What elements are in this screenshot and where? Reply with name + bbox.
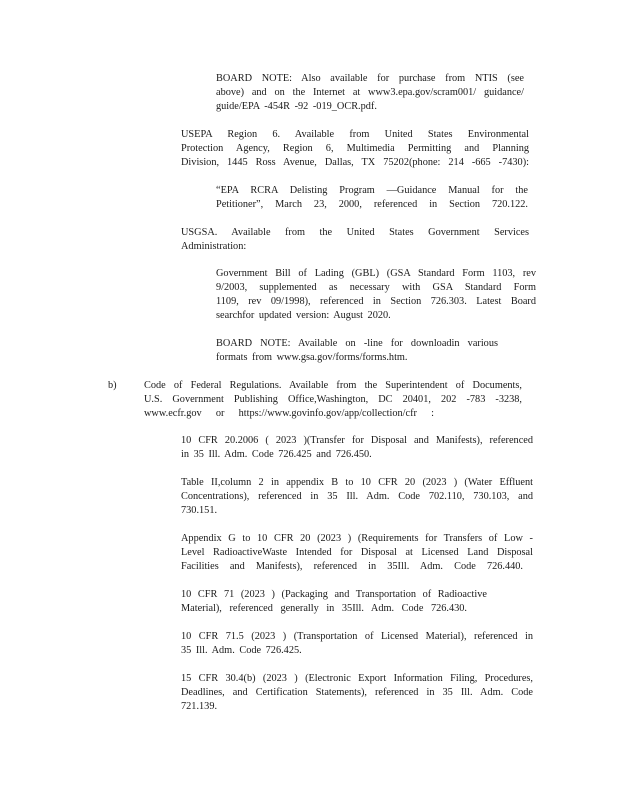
- text-line: 730.151.: [181, 505, 218, 516]
- text-line: 9/2003, supplemented as necessary with GSA Standard Form: [216, 282, 536, 293]
- text-line: Level RadioactiveWaste Intended for Disposal at Licensed Land Disposal: [181, 547, 533, 558]
- board-note-gsa: [216, 337, 498, 365]
- text-line: Material), referenced generally in 35Ill. Adm. Code 726.430.: [181, 603, 467, 614]
- cfr-entry: [181, 588, 533, 616]
- epa-rcra-paragraph: [216, 184, 528, 212]
- text-line: USGSA. Available from the United States Government Services: [181, 227, 529, 238]
- text-line: Code of Federal Regulations. Available from the Superintendent of Documents,: [144, 380, 522, 391]
- text-line: 10 CFR 71 (2023 ) (Packaging and Transportation of Radioactive: [181, 589, 487, 600]
- cfr-entry: [181, 434, 533, 462]
- text-line: Deadlines, and Certification Statements), referenced in 35 Ill. Adm. Code: [181, 687, 533, 698]
- usepa-paragraph: [181, 128, 529, 170]
- cfr-entry: [181, 476, 533, 518]
- usgsa-paragraph: [181, 226, 529, 254]
- text-line: Facilities and Manifests), referenced in 35Ill. Adm. Code 726.440.: [181, 561, 523, 572]
- section-b-paragraph: [144, 379, 522, 421]
- text-line: www.ecfr.gov or https://www.govinfo.gov/app/collection/cfr :: [144, 408, 434, 419]
- text-line: above) and on the Internet at www3.epa.gov/scram001/ guidance/: [216, 87, 524, 98]
- text-line: BOARD NOTE: Available on -line for downloadin various: [216, 338, 498, 349]
- text-line: “EPA RCRA Delisting Program —Guidance Manual for the: [216, 185, 528, 196]
- text-line: Appendix G to 10 CFR 20 (2023 ) (Requirements for Transfers of Low -: [181, 533, 533, 544]
- text-line: 1109, rev 09/1998), referenced in Section 726.303. Latest Board: [216, 296, 536, 307]
- section-b-marker: b): [108, 380, 117, 391]
- text-line: Table II,column 2 in appendix B to 10 CFR 20 (2023 ) (Water Effluent: [181, 477, 533, 488]
- text-line: 35 Ill. Adm. Code 726.425.: [181, 645, 302, 656]
- text-line: Division, 1445 Ross Avenue, Dallas, TX 75202(phone: 214 -665 -7430):: [181, 157, 529, 168]
- text-line: 10 CFR 71.5 (2023 ) (Transportation of Licensed Material), referenced in: [181, 631, 533, 642]
- gbl-paragraph: [216, 267, 536, 323]
- text-line: Government Bill of Lading (GBL) (GSA Standard Form 1103, rev: [216, 268, 536, 279]
- text-line: guide/EPA -454R -92 -019_OCR.pdf.: [216, 101, 377, 112]
- text-line: formats from www.gsa.gov/forms/forms.htm.: [216, 352, 408, 363]
- cfr-entry: [181, 672, 533, 714]
- text-line: searchfor updated version: August 2020.: [216, 310, 391, 321]
- text-line: BOARD NOTE: Also available for purchase from NTIS (see: [216, 73, 524, 84]
- text-line: USEPA Region 6. Available from United States Environmental: [181, 129, 529, 140]
- text-line: Concentrations), referenced in 35 Ill. Adm. Code 702.110, 730.103, and: [181, 491, 533, 502]
- board-note-ntis: [216, 72, 524, 114]
- text-line: 721.139.: [181, 701, 218, 712]
- cfr-entry: [181, 532, 533, 574]
- text-line: U.S. Government Publishing Office,Washington, DC 20401, 202 -783 -3238,: [144, 394, 522, 405]
- cfr-entry: [181, 630, 533, 658]
- text-line: Administration:: [181, 241, 247, 252]
- text-line: 15 CFR 30.4(b) (2023 ) (Electronic Export Information Filing, Procedures,: [181, 673, 533, 684]
- text-line: in 35 Ill. Adm. Code 726.425 and 726.450.: [181, 449, 372, 460]
- text-line: Protection Agency, Region 6, Multimedia Permitting and Planning: [181, 143, 529, 154]
- text-line: Petitioner”, March 23, 2000, referenced in Section 720.122.: [216, 199, 528, 210]
- text-line: 10 CFR 20.2006 ( 2023 )(Transfer for Disposal and Manifests), referenced: [181, 435, 533, 446]
